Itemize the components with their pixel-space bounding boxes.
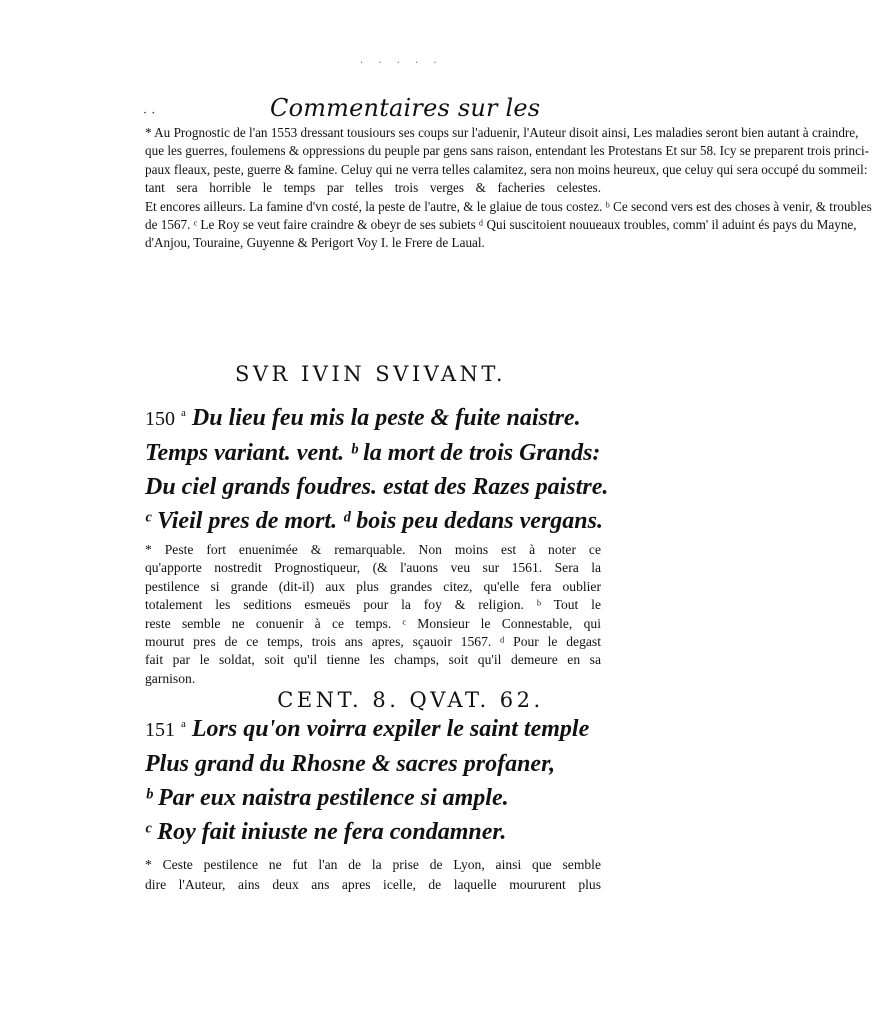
commentary-line: qu'apporte nostredit Prognostiqueur, (& l'auons veu sur 1561. Sera la [145, 560, 601, 576]
verse-line-1: 150 $^a$ Du lieu feu mis la peste & fuite naistre. [145, 405, 581, 431]
commentary-line: * Peste fort enuenimée & remarquable. Non moins est à noter ce [145, 542, 601, 557]
quatrain-150 [145, 401, 615, 538]
commentary-line: * Ceste pestilence ne fut l'an de la prise de Lyon, ainsi que semble [145, 857, 601, 872]
verse-line-2: Temps variant. vent. ᵇ la mort de trois Grands: [145, 440, 601, 466]
verse-text: Du lieu feu mis la peste & fuite naistre. [191, 405, 581, 431]
commentary-line: dire l'Auteur, ains deux ans apres icelle, de laquelle moururent plus [145, 877, 601, 892]
verse-text: Lors qu'on voirra expiler le saint temple [191, 716, 590, 742]
commentary-line: paux fleaux, peste, guerre & famine. Celuy qui ne verra telles calamitez, sera non moins heureux, que celuy qui sera occupé du sommeil: [145, 161, 868, 177]
commentary-line: mourut pres de ce temps, trois ans apres, sçauoir 1567. ᵈ Pour le degast [145, 634, 601, 650]
commentary-line: tant sera horrible le temps par telles trois verges & facheries celestes. [145, 180, 601, 196]
commentary-line: reste semble ne conuenir à ce temps. ᶜ Monsieur le Connestable, qui [145, 615, 601, 631]
quatrain-number: 150 [145, 408, 175, 430]
commentary-line: de 1567. ᶜ Le Roy se veut faire craindre & obeyr de ses subiets ᵈ Qui suscitoient nouueaux troubles, comm' il aduint és pays du Mayne, [145, 217, 857, 233]
commentary-line: garnison. [145, 670, 196, 686]
commentary-block-2 [145, 541, 601, 688]
verse-line-2: Plus grand du Rhosne & sacres profaner, [145, 751, 556, 777]
quatrain-151 [145, 712, 615, 849]
commentary-line: totalement les seditions esmeuës pour la foy & religion. ᵇ Tout le [145, 597, 601, 613]
verse-line-3: Du ciel grands foudres. estat des Razes paistre. [145, 474, 609, 500]
verse-line-3: ᵇ Par eux naistra pestilence si ample. [145, 785, 509, 811]
commentary-line: que les guerres, foulemens & oppressions du peuple par gens sans raison, entendant les Protestans Et sur 58. Icy se preparent trois princi- [145, 143, 870, 159]
verse-line-4: ᶜ Vieil pres de mort. ᵈ bois peu dedans vergans. [145, 508, 603, 534]
margin-marks: · · [143, 106, 156, 121]
commentary-block-3 [145, 855, 601, 895]
running-head: Commentaires sur les [270, 94, 541, 122]
verse-line-1: 151 $^a$ Lors qu'on voirra expiler le saint temple [145, 716, 590, 742]
commentary-line: pestilence si grande (dit-il) aux plus grandes citez, qu'elle fera oublier [145, 578, 601, 594]
section-heading: SVR IVIN SVIVANT. [234, 362, 507, 386]
commentary-block-1 [145, 124, 872, 253]
verse-line-4: ᶜ Roy fait iniuste ne fera condamner. [145, 819, 507, 845]
commentary-line: * Au Prognostic de l'an 1553 dressant tousiours ses coups sur l'aduenir, l'Auteur disoit ainsi, Les maladies seront bien autant à craindre, [145, 125, 859, 140]
quatrain-number: 151 [145, 719, 175, 741]
section-heading: CENT. 8. QVAT. 62. [277, 688, 544, 712]
commentary-line: Et encores ailleurs. La famine d'vn costé, la peste de l'autre, & le glaiue de tous costez. ᵇ Ce second vers est des choses à venir, & troubles [145, 198, 872, 214]
printer-marks: · · · · · [360, 58, 443, 69]
commentary-line: d'Anjou, Touraine, Guyenne & Perigort Voy I. le Frere de Laual. [145, 235, 485, 251]
commentary-line: fait par le soldat, soit qu'il tienne les champs, soit qu'il demeure en sa [145, 652, 601, 668]
